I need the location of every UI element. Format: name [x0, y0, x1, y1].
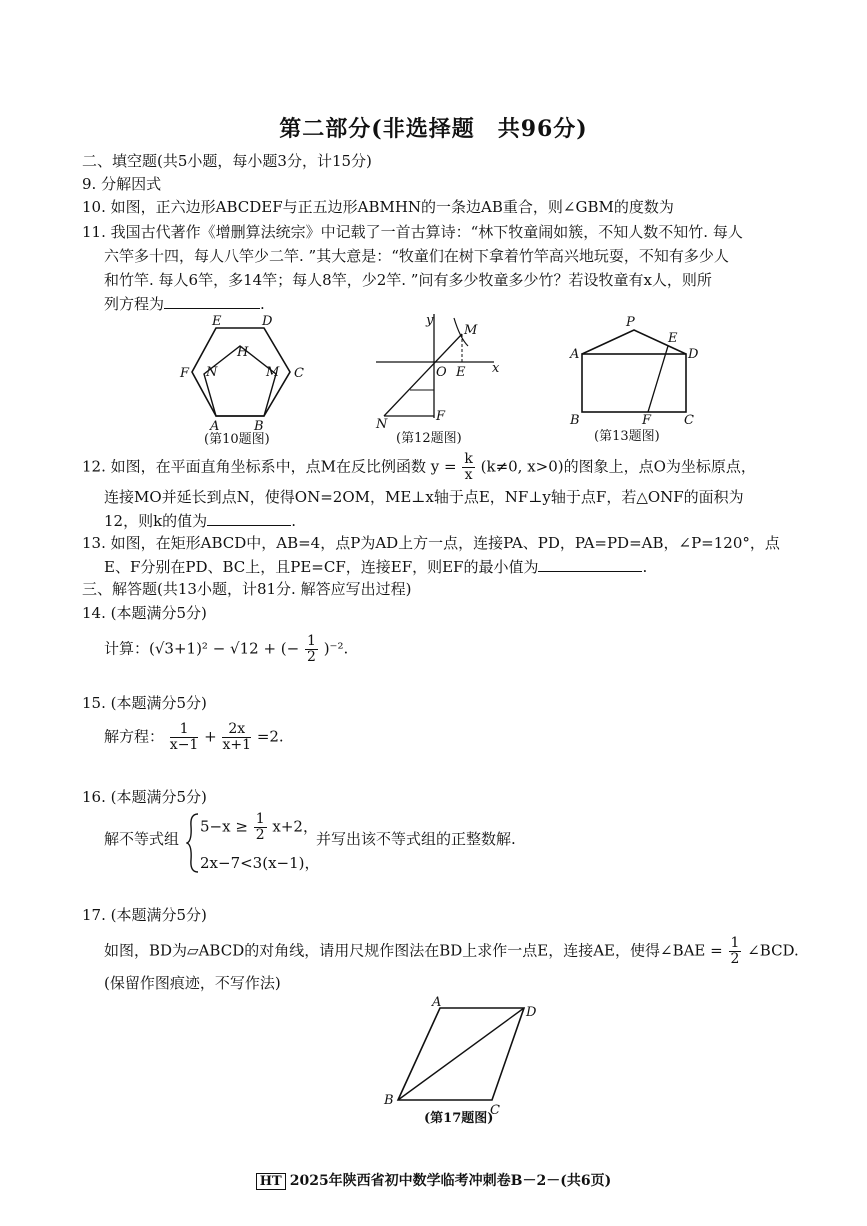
fraction-numerator: 2x	[222, 722, 251, 738]
answer-blank-13	[538, 557, 642, 572]
fraction-numerator: 1	[730, 935, 740, 951]
fig12-label-f: F	[436, 409, 446, 424]
diagonal-bd	[398, 1008, 524, 1100]
publisher-badge: HT	[256, 1173, 286, 1190]
fig12-label-x: x	[492, 361, 500, 376]
fig10-label-c: C	[294, 366, 304, 381]
fraction-denominator: x−1	[169, 737, 199, 753]
inequality-2: 2x−7<3(x−1)，	[200, 854, 320, 872]
fraction-one-half	[305, 634, 318, 665]
question-12-line-3-text: 12，则k的值为	[104, 512, 208, 530]
fig13-caption: (第13题图)	[594, 429, 660, 444]
question-17-text-a: 如图，BD为▱ABCD的对角线，请用尺规作图法在BD上求作一点E，连接AE，使得∠BAE =	[104, 941, 723, 960]
fig13-label-e: E	[668, 331, 678, 346]
fig12-label-m: M	[464, 323, 478, 338]
fig12-label-o: O	[436, 365, 447, 380]
question-10: 10. 如图，正六边形ABCDEF与正五边形ABMHN的一条边AB重合，则∠GBM的度数为	[82, 198, 674, 216]
fraction-denominator: 2	[307, 649, 316, 665]
figure-12	[370, 310, 510, 448]
question-13-line-2: E、F分别在PD、BC上，且PE=CF，连接EF，则EF的最小值为 .	[104, 558, 648, 576]
question-17-head: 17. (本题满分5分)	[82, 906, 207, 924]
fig10-label-b: B	[254, 419, 264, 434]
inequality-1-text-b: x+2，	[272, 817, 318, 836]
fraction-one-half	[254, 812, 267, 843]
fraction-k-over-x	[462, 452, 474, 483]
fig10-label-h: H	[237, 345, 249, 360]
fig10-label-m: M	[266, 365, 280, 380]
fig17-label-a: A	[432, 995, 442, 1010]
fraction-1-over-x-minus-1	[170, 722, 199, 753]
fig17-label-b: B	[384, 1093, 394, 1108]
fig12-caption: (第12题图)	[396, 431, 462, 446]
question-12-line-1	[82, 452, 756, 483]
fig13-label-c: C	[684, 413, 694, 428]
figure-10	[172, 312, 312, 448]
inequality-1	[200, 812, 318, 843]
fraction-numerator: 1	[255, 811, 265, 827]
fraction-numerator: 1	[307, 633, 316, 649]
fig17-caption: (第17题图)	[424, 1111, 494, 1126]
page-footer	[0, 1170, 867, 1190]
question-14-head: 14. (本题满分5分)	[82, 604, 207, 622]
question-16-suffix: 并写出该不等式组的正整数解.	[316, 830, 516, 848]
fig10-label-a: A	[210, 419, 220, 434]
question-12-line-2: 连接MO并延长到点N，使得ON=2OM，ME⊥x轴于点E，NF⊥y轴于点F，若△ONF的面积为	[104, 488, 744, 506]
segment-ef	[648, 346, 668, 412]
question-13-line-1: 13. 如图，在矩形ABCD中，AB=4，点P为AD上方一点，连接PA、PD，PA=PD=AB，∠P=120°，点	[82, 534, 780, 552]
fraction-denominator: x	[464, 467, 473, 483]
fraction-numerator: k	[464, 451, 473, 467]
question-11-line-4: 列方程为 .	[104, 295, 265, 313]
question-14-text-b: )⁻².	[323, 639, 349, 658]
inequality-1-text-a: 5−x ≥	[200, 817, 248, 836]
answer-blank-11	[164, 294, 260, 309]
fraction-numerator: 1	[170, 722, 199, 738]
page-title: 第二部分(非选择题 共96分)	[279, 116, 588, 142]
question-17-line-1	[104, 936, 799, 967]
question-15-body	[104, 722, 284, 753]
fraction-denominator: 2	[730, 951, 740, 967]
fig12-line-mn	[384, 334, 462, 416]
question-15-head: 15. (本题满分5分)	[82, 694, 207, 712]
question-11-line-1: 11. 我国古代著作《增删算法统宗》中记载了一首古算诗：“林下牧童闹如簇，不知人数不知竹. 每人	[82, 223, 743, 241]
fig10-caption: (第10题图)	[204, 432, 270, 447]
question-15-text-a: 解方程：	[104, 727, 165, 746]
section-fill-blank-header: 二、填空题(共5小题，每小题3分，计15分)	[82, 152, 372, 170]
question-15-text-b: =2.	[256, 727, 284, 746]
question-11-line-3: 和竹竿. 每人6竿，多14竿；每人8竿，少2竿. ”问有多少牧童多少竹？若设牧童有x人，则所	[104, 271, 712, 289]
question-11-line-4-text: 列方程为	[104, 295, 165, 313]
fig12-label-y: y	[426, 313, 434, 328]
fig13-label-p: P	[626, 315, 635, 330]
figure-13	[564, 312, 714, 446]
fig12-label-e: E	[456, 365, 466, 380]
question-11-line-2: 六竿多十四，每人八竿少二竿. ”其大意是：“牧童们在树下拿着竹竿高兴地玩耍，不知有多少人	[104, 247, 729, 265]
rectangle-abcd	[582, 354, 686, 412]
footer-text: 2025年陕西省初中数学临考冲刺卷B－2－(共6页)	[289, 1173, 612, 1189]
fig13-label-d: D	[688, 347, 699, 362]
fig13-label-f: F	[642, 413, 652, 428]
question-12-text-b: (k≠0, x>0)的图象上，点O为坐标原点，	[480, 457, 756, 476]
question-14-text-a: 计算：(√3+1)² − √12 + (−	[104, 639, 300, 658]
question-14-body	[104, 634, 348, 665]
answer-blank-12	[207, 511, 291, 526]
fig13-label-a: A	[570, 347, 580, 362]
fraction-denominator: x+1	[222, 737, 252, 753]
fig17-label-d: D	[526, 1005, 537, 1020]
fig12-label-n: N	[376, 417, 388, 432]
question-17-text-b: ∠BCD.	[747, 941, 799, 960]
brace-icon	[186, 812, 200, 874]
question-12-line-3: 12，则k的值为 .	[104, 512, 296, 530]
fig10-label-e: E	[212, 314, 222, 329]
question-13-line-2-text: E、F分别在PD、BC上，且PE=CF，连接EF，则EF的最小值为	[104, 558, 539, 576]
fig17-label-c: C	[490, 1103, 500, 1118]
section-solve-header: 三、解答题(共13小题，计81分. 解答应写出过程)	[82, 580, 412, 598]
question-9: 9. 分解因式	[82, 175, 162, 193]
figure-17	[378, 994, 548, 1130]
question-16-prefix: 解不等式组	[104, 830, 180, 848]
question-12-text-a: 12. 如图，在平面直角坐标系中，点M在反比例函数 y =	[82, 457, 457, 476]
fig10-label-d: D	[262, 314, 273, 329]
fraction-2x-over-x-plus-1	[222, 722, 251, 753]
question-17-line-2: (保留作图痕迹，不写作法)	[104, 974, 281, 992]
question-16-head: 16. (本题满分5分)	[82, 788, 207, 806]
fig10-label-n: N	[206, 365, 218, 380]
fig10-label-f: F	[180, 366, 190, 381]
fraction-one-half	[729, 936, 742, 967]
fig13-label-b: B	[570, 413, 580, 428]
fraction-denominator: 2	[255, 827, 265, 843]
plus-sign: +	[204, 727, 217, 746]
